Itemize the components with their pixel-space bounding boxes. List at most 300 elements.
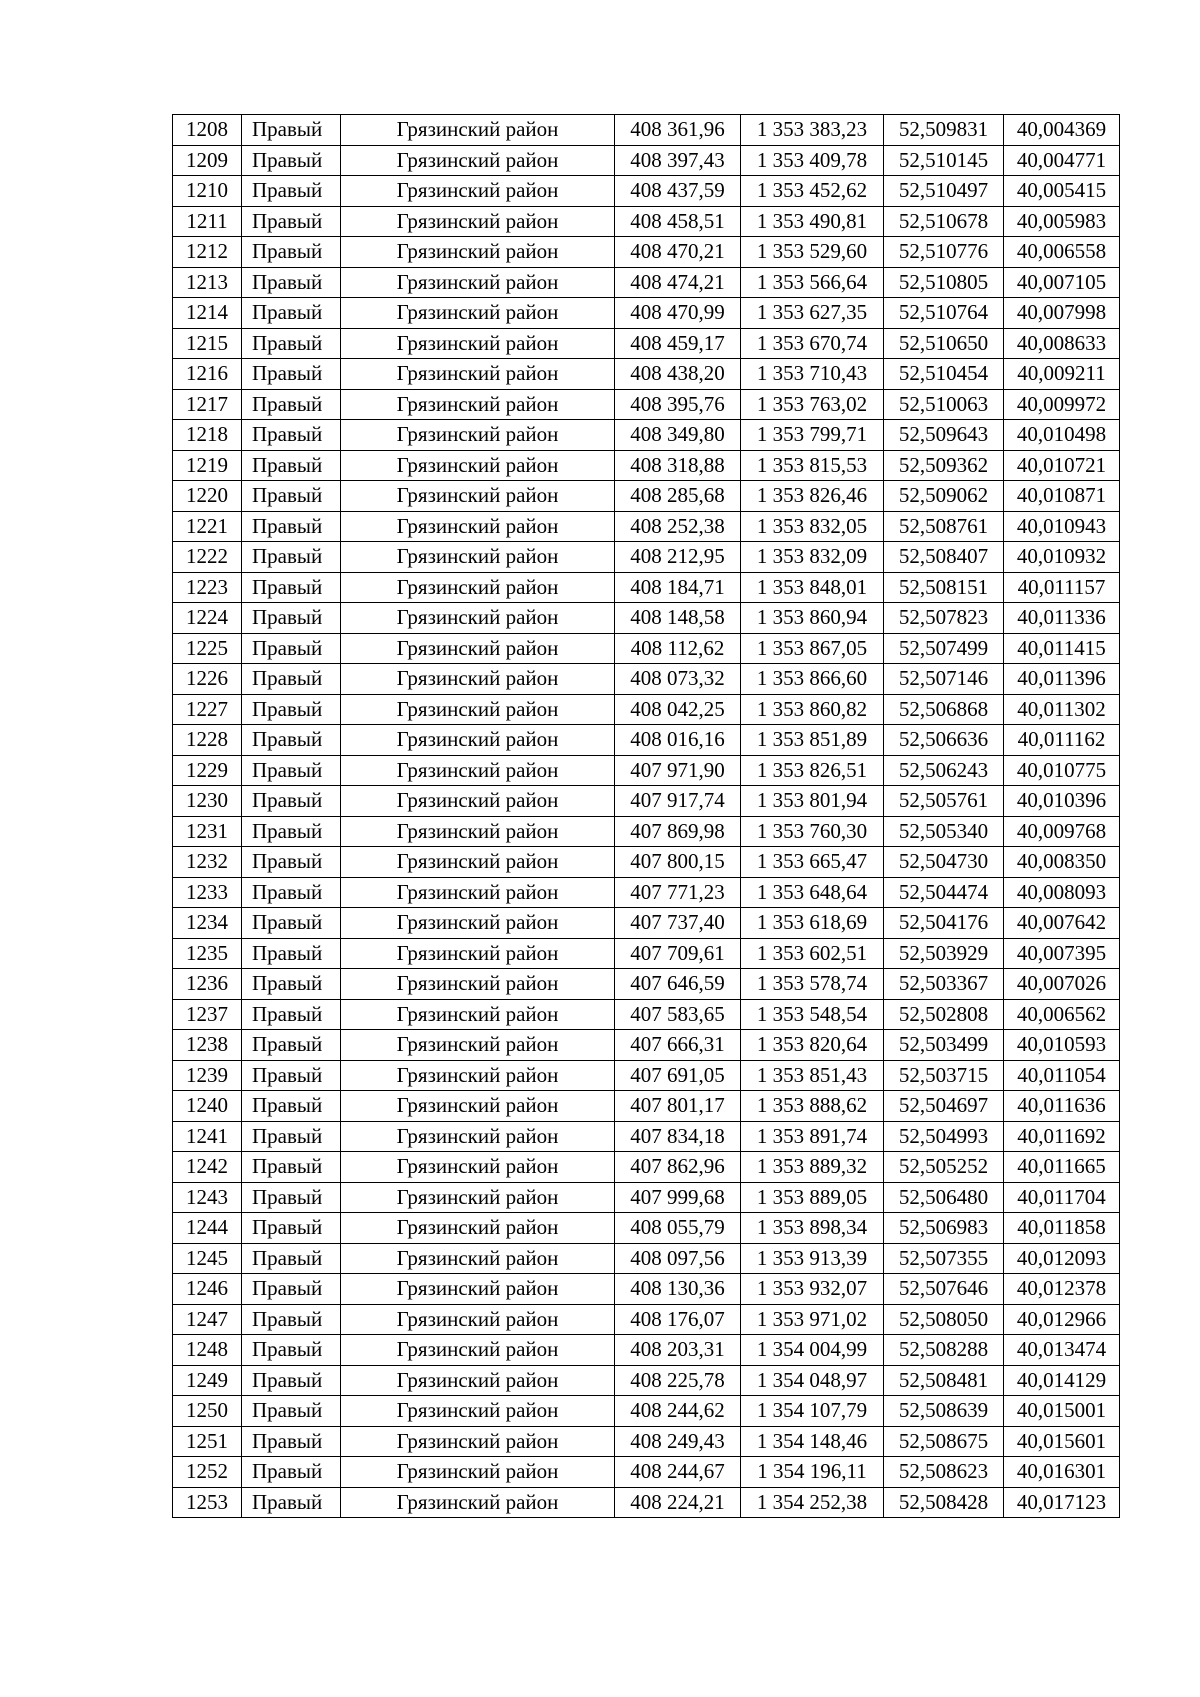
cell-latitude: 52,510764 (884, 298, 1004, 329)
table-row (173, 1213, 1120, 1244)
cell-coord-x: 408 458,51 (615, 206, 741, 237)
cell-longitude: 40,010932 (1004, 542, 1120, 573)
cell-point-number: 1250 (173, 1396, 242, 1427)
cell-longitude: 40,010593 (1004, 1030, 1120, 1061)
cell-point-number: 1227 (173, 694, 242, 725)
cell-latitude: 52,510678 (884, 206, 1004, 237)
cell-point-number: 1240 (173, 1091, 242, 1122)
table-row (173, 847, 1120, 878)
cell-district: Грязинский район (341, 816, 615, 847)
cell-district: Грязинский район (341, 1030, 615, 1061)
cell-coord-y: 1 353 409,78 (741, 145, 884, 176)
cell-latitude: 52,509831 (884, 115, 1004, 146)
cell-coord-y: 1 353 826,46 (741, 481, 884, 512)
cell-coord-y: 1 353 490,81 (741, 206, 884, 237)
cell-bank-side: Правый (242, 755, 341, 786)
table-row (173, 359, 1120, 390)
cell-coord-y: 1 353 820,64 (741, 1030, 884, 1061)
cell-longitude: 40,007026 (1004, 969, 1120, 1000)
cell-coord-y: 1 353 578,74 (741, 969, 884, 1000)
cell-longitude: 40,007998 (1004, 298, 1120, 329)
cell-district: Грязинский район (341, 1335, 615, 1366)
cell-district: Грязинский район (341, 237, 615, 268)
cell-latitude: 52,506243 (884, 755, 1004, 786)
cell-coord-x: 408 438,20 (615, 359, 741, 390)
cell-point-number: 1232 (173, 847, 242, 878)
cell-point-number: 1211 (173, 206, 242, 237)
cell-district: Грязинский район (341, 206, 615, 237)
cell-latitude: 52,505340 (884, 816, 1004, 847)
cell-longitude: 40,004771 (1004, 145, 1120, 176)
cell-point-number: 1214 (173, 298, 242, 329)
cell-coord-x: 407 971,90 (615, 755, 741, 786)
cell-bank-side: Правый (242, 1030, 341, 1061)
cell-district: Грязинский район (341, 420, 615, 451)
cell-longitude: 40,007642 (1004, 908, 1120, 939)
cell-coord-x: 407 666,31 (615, 1030, 741, 1061)
cell-latitude: 52,509643 (884, 420, 1004, 451)
cell-latitude: 52,507499 (884, 633, 1004, 664)
cell-latitude: 52,507355 (884, 1243, 1004, 1274)
cell-point-number: 1249 (173, 1365, 242, 1396)
cell-coord-x: 407 800,15 (615, 847, 741, 878)
table-row (173, 938, 1120, 969)
cell-latitude: 52,506636 (884, 725, 1004, 756)
cell-district: Грязинский район (341, 664, 615, 695)
cell-bank-side: Правый (242, 1213, 341, 1244)
cell-point-number: 1226 (173, 664, 242, 695)
cell-latitude: 52,503715 (884, 1060, 1004, 1091)
cell-longitude: 40,005983 (1004, 206, 1120, 237)
cell-district: Грязинский район (341, 1091, 615, 1122)
cell-coord-y: 1 353 867,05 (741, 633, 884, 664)
cell-coord-y: 1 353 648,64 (741, 877, 884, 908)
cell-coord-y: 1 353 763,02 (741, 389, 884, 420)
cell-coord-y: 1 353 602,51 (741, 938, 884, 969)
cell-coord-y: 1 353 832,09 (741, 542, 884, 573)
table-row (173, 237, 1120, 268)
cell-longitude: 40,010871 (1004, 481, 1120, 512)
table-row (173, 511, 1120, 542)
cell-point-number: 1215 (173, 328, 242, 359)
cell-bank-side: Правый (242, 176, 341, 207)
cell-district: Грязинский район (341, 603, 615, 634)
cell-coord-x: 408 042,25 (615, 694, 741, 725)
cell-coord-x: 408 395,76 (615, 389, 741, 420)
cell-longitude: 40,007395 (1004, 938, 1120, 969)
cell-coord-y: 1 353 971,02 (741, 1304, 884, 1335)
cell-coord-y: 1 353 627,35 (741, 298, 884, 329)
cell-point-number: 1229 (173, 755, 242, 786)
cell-district: Грязинский район (341, 1487, 615, 1518)
cell-point-number: 1228 (173, 725, 242, 756)
cell-longitude: 40,006558 (1004, 237, 1120, 268)
cell-point-number: 1252 (173, 1457, 242, 1488)
cell-district: Грязинский район (341, 999, 615, 1030)
cell-coord-x: 407 869,98 (615, 816, 741, 847)
table-row (173, 115, 1120, 146)
table-row (173, 1457, 1120, 1488)
cell-bank-side: Правый (242, 450, 341, 481)
cell-district: Грязинский район (341, 938, 615, 969)
cell-coord-x: 408 055,79 (615, 1213, 741, 1244)
cell-longitude: 40,006562 (1004, 999, 1120, 1030)
cell-coord-x: 408 130,36 (615, 1274, 741, 1305)
cell-bank-side: Правый (242, 999, 341, 1030)
cell-point-number: 1222 (173, 542, 242, 573)
cell-coord-y: 1 353 932,07 (741, 1274, 884, 1305)
cell-latitude: 52,503499 (884, 1030, 1004, 1061)
cell-coord-x: 408 016,16 (615, 725, 741, 756)
cell-point-number: 1230 (173, 786, 242, 817)
cell-coord-y: 1 353 815,53 (741, 450, 884, 481)
cell-coord-y: 1 353 860,82 (741, 694, 884, 725)
cell-coord-y: 1 354 252,38 (741, 1487, 884, 1518)
cell-district: Грязинский район (341, 633, 615, 664)
cell-bank-side: Правый (242, 1152, 341, 1183)
cell-district: Грязинский район (341, 1152, 615, 1183)
cell-point-number: 1233 (173, 877, 242, 908)
cell-coord-y: 1 353 889,32 (741, 1152, 884, 1183)
cell-longitude: 40,010498 (1004, 420, 1120, 451)
cell-coord-x: 408 470,21 (615, 237, 741, 268)
cell-latitude: 52,504697 (884, 1091, 1004, 1122)
cell-bank-side: Правый (242, 237, 341, 268)
cell-coord-y: 1 353 891,74 (741, 1121, 884, 1152)
cell-latitude: 52,510650 (884, 328, 1004, 359)
cell-bank-side: Правый (242, 1091, 341, 1122)
cell-latitude: 52,508050 (884, 1304, 1004, 1335)
table-row (173, 298, 1120, 329)
cell-latitude: 52,507646 (884, 1274, 1004, 1305)
cell-bank-side: Правый (242, 816, 341, 847)
cell-bank-side: Правый (242, 389, 341, 420)
table-row (173, 633, 1120, 664)
cell-bank-side: Правый (242, 694, 341, 725)
cell-coord-x: 408 361,96 (615, 115, 741, 146)
cell-longitude: 40,008093 (1004, 877, 1120, 908)
cell-coord-y: 1 354 107,79 (741, 1396, 884, 1427)
cell-district: Грязинский район (341, 1182, 615, 1213)
cell-latitude: 52,504474 (884, 877, 1004, 908)
table-row (173, 694, 1120, 725)
cell-bank-side: Правый (242, 1365, 341, 1396)
cell-point-number: 1235 (173, 938, 242, 969)
cell-longitude: 40,011415 (1004, 633, 1120, 664)
table-row (173, 1091, 1120, 1122)
cell-point-number: 1220 (173, 481, 242, 512)
cell-bank-side: Правый (242, 1457, 341, 1488)
cell-bank-side: Правый (242, 481, 341, 512)
cell-district: Грязинский район (341, 908, 615, 939)
table-row (173, 877, 1120, 908)
cell-district: Грязинский район (341, 1213, 615, 1244)
cell-district: Грязинский район (341, 1457, 615, 1488)
cell-point-number: 1210 (173, 176, 242, 207)
cell-bank-side: Правый (242, 511, 341, 542)
cell-longitude: 40,012966 (1004, 1304, 1120, 1335)
cell-district: Грязинский район (341, 481, 615, 512)
cell-district: Грязинский район (341, 847, 615, 878)
cell-coord-x: 407 583,65 (615, 999, 741, 1030)
cell-district: Грязинский район (341, 511, 615, 542)
cell-coord-y: 1 353 848,01 (741, 572, 884, 603)
cell-coord-x: 407 709,61 (615, 938, 741, 969)
cell-coord-x: 408 212,95 (615, 542, 741, 573)
cell-bank-side: Правый (242, 725, 341, 756)
table-row (173, 572, 1120, 603)
cell-coord-y: 1 353 860,94 (741, 603, 884, 634)
table-row (173, 145, 1120, 176)
cell-coord-y: 1 353 665,47 (741, 847, 884, 878)
cell-point-number: 1242 (173, 1152, 242, 1183)
cell-district: Грязинский район (341, 969, 615, 1000)
cell-coord-x: 408 349,80 (615, 420, 741, 451)
cell-latitude: 52,506983 (884, 1213, 1004, 1244)
cell-district: Грязинский район (341, 359, 615, 390)
table-row (173, 420, 1120, 451)
cell-coord-y: 1 354 004,99 (741, 1335, 884, 1366)
cell-coord-y: 1 353 866,60 (741, 664, 884, 695)
cell-coord-y: 1 354 196,11 (741, 1457, 884, 1488)
cell-latitude: 52,510454 (884, 359, 1004, 390)
table-row (173, 1335, 1120, 1366)
cell-bank-side: Правый (242, 267, 341, 298)
cell-longitude: 40,011636 (1004, 1091, 1120, 1122)
cell-coord-x: 407 999,68 (615, 1182, 741, 1213)
cell-district: Грязинский район (341, 755, 615, 786)
cell-district: Грязинский район (341, 145, 615, 176)
cell-point-number: 1253 (173, 1487, 242, 1518)
cell-coord-x: 407 691,05 (615, 1060, 741, 1091)
cell-bank-side: Правый (242, 633, 341, 664)
cell-district: Грязинский район (341, 328, 615, 359)
table-row (173, 328, 1120, 359)
cell-latitude: 52,506480 (884, 1182, 1004, 1213)
cell-longitude: 40,011302 (1004, 694, 1120, 725)
cell-point-number: 1216 (173, 359, 242, 390)
cell-latitude: 52,510145 (884, 145, 1004, 176)
cell-latitude: 52,508761 (884, 511, 1004, 542)
cell-point-number: 1244 (173, 1213, 242, 1244)
cell-bank-side: Правый (242, 1182, 341, 1213)
cell-bank-side: Правый (242, 542, 341, 573)
cell-latitude: 52,508288 (884, 1335, 1004, 1366)
cell-bank-side: Правый (242, 1274, 341, 1305)
table-row (173, 603, 1120, 634)
cell-bank-side: Правый (242, 1335, 341, 1366)
cell-latitude: 52,507823 (884, 603, 1004, 634)
cell-point-number: 1251 (173, 1426, 242, 1457)
cell-coord-y: 1 354 148,46 (741, 1426, 884, 1457)
cell-district: Грязинский район (341, 1274, 615, 1305)
cell-bank-side: Правый (242, 1396, 341, 1427)
cell-longitude: 40,013474 (1004, 1335, 1120, 1366)
cell-longitude: 40,007105 (1004, 267, 1120, 298)
cell-latitude: 52,508623 (884, 1457, 1004, 1488)
cell-point-number: 1245 (173, 1243, 242, 1274)
cell-point-number: 1217 (173, 389, 242, 420)
cell-coord-x: 407 771,23 (615, 877, 741, 908)
cell-district: Грязинский район (341, 298, 615, 329)
cell-point-number: 1247 (173, 1304, 242, 1335)
table-row (173, 1365, 1120, 1396)
table-row (173, 1060, 1120, 1091)
cell-longitude: 40,004369 (1004, 115, 1120, 146)
cell-coord-y: 1 353 801,94 (741, 786, 884, 817)
cell-point-number: 1246 (173, 1274, 242, 1305)
cell-point-number: 1238 (173, 1030, 242, 1061)
cell-longitude: 40,009211 (1004, 359, 1120, 390)
cell-coord-y: 1 353 799,71 (741, 420, 884, 451)
cell-district: Грязинский район (341, 1426, 615, 1457)
table-row (173, 1304, 1120, 1335)
table-row (173, 1274, 1120, 1305)
cell-point-number: 1231 (173, 816, 242, 847)
table-row (173, 786, 1120, 817)
table-row (173, 1396, 1120, 1427)
cell-bank-side: Правый (242, 420, 341, 451)
table-row (173, 908, 1120, 939)
table-row (173, 664, 1120, 695)
cell-bank-side: Правый (242, 847, 341, 878)
cell-longitude: 40,008633 (1004, 328, 1120, 359)
cell-latitude: 52,510776 (884, 237, 1004, 268)
cell-coord-y: 1 353 888,62 (741, 1091, 884, 1122)
cell-longitude: 40,012093 (1004, 1243, 1120, 1274)
cell-bank-side: Правый (242, 664, 341, 695)
cell-latitude: 52,508151 (884, 572, 1004, 603)
cell-latitude: 52,508407 (884, 542, 1004, 573)
cell-point-number: 1248 (173, 1335, 242, 1366)
cell-bank-side: Правый (242, 359, 341, 390)
table-row (173, 755, 1120, 786)
cell-bank-side: Правый (242, 786, 341, 817)
table-row (173, 542, 1120, 573)
cell-coord-y: 1 353 529,60 (741, 237, 884, 268)
cell-coord-x: 407 646,59 (615, 969, 741, 1000)
cell-district: Грязинский район (341, 1304, 615, 1335)
cell-latitude: 52,504176 (884, 908, 1004, 939)
table-row (173, 176, 1120, 207)
cell-district: Грязинский район (341, 115, 615, 146)
cell-bank-side: Правый (242, 603, 341, 634)
cell-district: Грязинский район (341, 1396, 615, 1427)
cell-coord-y: 1 354 048,97 (741, 1365, 884, 1396)
cell-longitude: 40,012378 (1004, 1274, 1120, 1305)
cell-bank-side: Правый (242, 938, 341, 969)
cell-longitude: 40,010396 (1004, 786, 1120, 817)
cell-bank-side: Правый (242, 1487, 341, 1518)
cell-latitude: 52,510497 (884, 176, 1004, 207)
cell-district: Грязинский район (341, 450, 615, 481)
cell-latitude: 52,505252 (884, 1152, 1004, 1183)
cell-latitude: 52,503929 (884, 938, 1004, 969)
cell-point-number: 1223 (173, 572, 242, 603)
cell-latitude: 52,508428 (884, 1487, 1004, 1518)
cell-coord-x: 408 437,59 (615, 176, 741, 207)
cell-latitude: 52,503367 (884, 969, 1004, 1000)
cell-coord-y: 1 353 548,54 (741, 999, 884, 1030)
cell-point-number: 1239 (173, 1060, 242, 1091)
cell-coord-y: 1 353 618,69 (741, 908, 884, 939)
cell-district: Грязинский район (341, 542, 615, 573)
cell-coord-x: 408 397,43 (615, 145, 741, 176)
cell-coord-x: 407 737,40 (615, 908, 741, 939)
cell-longitude: 40,011858 (1004, 1213, 1120, 1244)
cell-bank-side: Правый (242, 328, 341, 359)
cell-bank-side: Правый (242, 1304, 341, 1335)
cell-point-number: 1208 (173, 115, 242, 146)
cell-point-number: 1219 (173, 450, 242, 481)
cell-point-number: 1213 (173, 267, 242, 298)
cell-coord-x: 407 801,17 (615, 1091, 741, 1122)
cell-district: Грязинский район (341, 176, 615, 207)
cell-coord-y: 1 353 383,23 (741, 115, 884, 146)
cell-district: Грязинский район (341, 389, 615, 420)
cell-coord-y: 1 353 913,39 (741, 1243, 884, 1274)
cell-district: Грязинский район (341, 572, 615, 603)
cell-coord-y: 1 353 452,62 (741, 176, 884, 207)
cell-latitude: 52,504730 (884, 847, 1004, 878)
cell-coord-x: 408 244,62 (615, 1396, 741, 1427)
cell-latitude: 52,505761 (884, 786, 1004, 817)
cell-longitude: 40,011336 (1004, 603, 1120, 634)
cell-district: Грязинский район (341, 725, 615, 756)
cell-longitude: 40,017123 (1004, 1487, 1120, 1518)
cell-longitude: 40,014129 (1004, 1365, 1120, 1396)
table-row (173, 1487, 1120, 1518)
cell-district: Грязинский район (341, 786, 615, 817)
cell-coord-y: 1 353 760,30 (741, 816, 884, 847)
table-row (173, 206, 1120, 237)
cell-longitude: 40,009768 (1004, 816, 1120, 847)
cell-longitude: 40,011692 (1004, 1121, 1120, 1152)
coordinates-table (172, 114, 1120, 1518)
cell-latitude: 52,508481 (884, 1365, 1004, 1396)
cell-latitude: 52,510063 (884, 389, 1004, 420)
table-row (173, 1030, 1120, 1061)
cell-latitude: 52,509362 (884, 450, 1004, 481)
table-body (173, 115, 1120, 1518)
table-row (173, 969, 1120, 1000)
cell-coord-x: 408 112,62 (615, 633, 741, 664)
cell-latitude: 52,504993 (884, 1121, 1004, 1152)
cell-longitude: 40,011396 (1004, 664, 1120, 695)
cell-latitude: 52,509062 (884, 481, 1004, 512)
cell-coord-x: 408 249,43 (615, 1426, 741, 1457)
cell-district: Грязинский район (341, 1121, 615, 1152)
table-row (173, 481, 1120, 512)
table-row (173, 1121, 1120, 1152)
table-row (173, 450, 1120, 481)
cell-longitude: 40,016301 (1004, 1457, 1120, 1488)
cell-bank-side: Правый (242, 206, 341, 237)
cell-longitude: 40,011162 (1004, 725, 1120, 756)
cell-longitude: 40,015601 (1004, 1426, 1120, 1457)
cell-bank-side: Правый (242, 298, 341, 329)
cell-longitude: 40,005415 (1004, 176, 1120, 207)
cell-point-number: 1236 (173, 969, 242, 1000)
table-row (173, 725, 1120, 756)
cell-district: Грязинский район (341, 1243, 615, 1274)
cell-coord-y: 1 353 826,51 (741, 755, 884, 786)
cell-coord-y: 1 353 898,34 (741, 1213, 884, 1244)
cell-longitude: 40,010721 (1004, 450, 1120, 481)
cell-coord-x: 408 224,21 (615, 1487, 741, 1518)
cell-latitude: 52,508639 (884, 1396, 1004, 1427)
table-row (173, 1152, 1120, 1183)
